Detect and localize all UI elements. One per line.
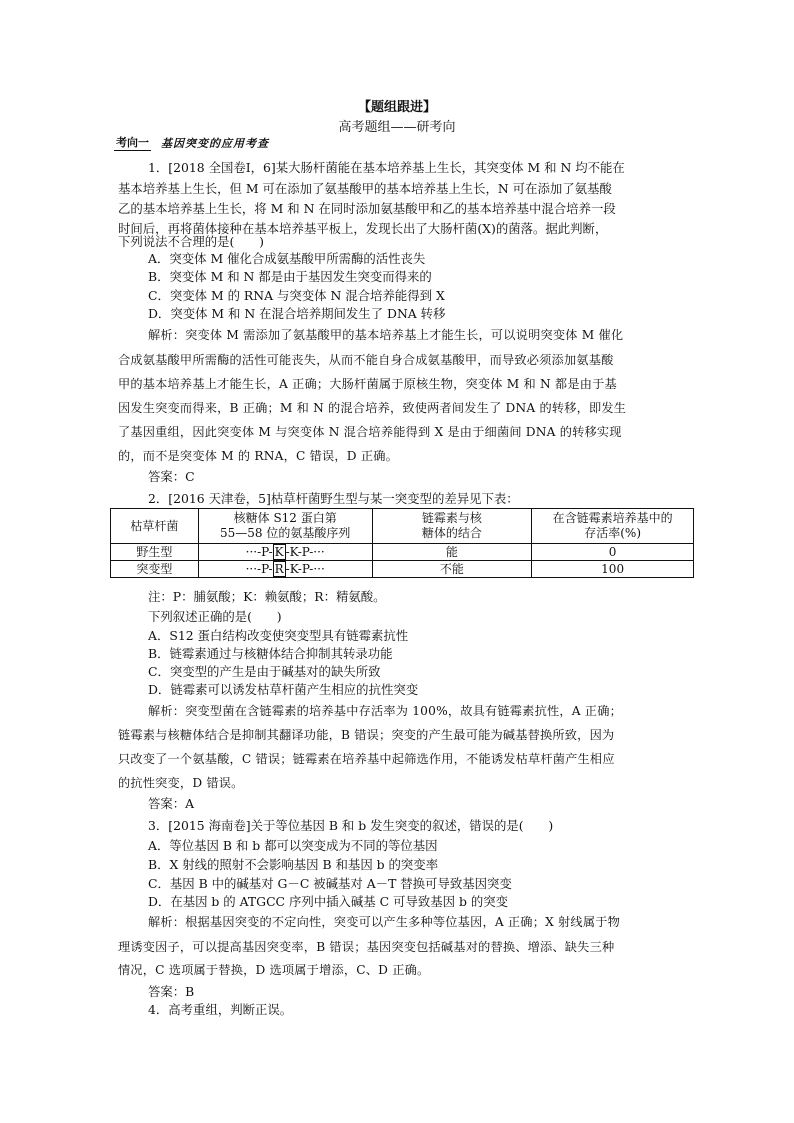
- q2-answer: 答案：A: [148, 796, 195, 811]
- q3-answer: 答案：B: [148, 984, 195, 999]
- q2-stem: 2．[2016 天津卷，5]枯草杆菌野生型与某一突变型的差异见下表：: [148, 491, 519, 506]
- mutation-table: [110, 508, 694, 578]
- q3-option-a: A．等位基因 B 和 b 都可以突变成为不同的等位基因: [148, 838, 438, 853]
- q2-analysis-line: 链霉素与核糖体结合是抑制其翻译功能，B 错误；突变的产生最可能为碱基替换所致，因为: [118, 728, 615, 742]
- q1-stem-line: 乙的基本培养基上生长，将 M 和 N 在同时添加氨基酸甲和乙的基本培养基中混合培养一段: [118, 201, 616, 216]
- topic-heading: [114, 134, 269, 151]
- table-header-cell: 枯草杆菌: [111, 509, 199, 544]
- q3-option-b: B．X 射线的照射不会影响基因 B 和基因 b 的突变率: [148, 857, 439, 872]
- q3-stem: 3．[2015 海南卷]关于等位基因 B 和 b 发生突变的叙述，错误的是( ): [148, 818, 554, 833]
- q1-option-b: B．突变体 M 和 N 都是由于基因发生突变而得来的: [148, 269, 432, 284]
- table-cell: 100: [532, 561, 694, 578]
- table-header-cell: 链霉素与核 糖体的结合: [372, 509, 532, 544]
- q2-analysis-line: 的抗性突变，D 错误。: [118, 776, 244, 790]
- q3-option-d: D．在基因 b 的 ATGCC 序列中插入碱基 C 可导致基因 b 的突变: [148, 894, 508, 909]
- table-cell: 突变型: [111, 561, 199, 578]
- q2-option-b: B．链霉素通过与核糖体结合抑制其转录功能: [148, 646, 393, 661]
- table-cell: 0: [532, 544, 694, 561]
- topic-name: 基因突变的应用考查: [161, 136, 269, 150]
- q1-analysis-line: 因发生突变而得来，B 正确；M 和 N 的混合培养，致使两者间发生了 DNA 的转移，即发生: [118, 401, 627, 415]
- table-cell: ···-P- K -K-P-···: [198, 544, 372, 561]
- q1-option-c: C．突变体 M 的 RNA 与突变体 N 混合培养能得到 X: [148, 288, 445, 303]
- table-header-cell: 核糖体 S12 蛋白第 55—58 位的氨基酸序列: [198, 509, 372, 544]
- topic-tag: 考向一: [116, 136, 149, 149]
- q1-option-d: D．突变体 M 和 N 在混合培养期间发生了 DNA 转移: [148, 306, 446, 321]
- table-cell: 野生型: [111, 544, 199, 561]
- q1-stem-line: 1．[2018 全国卷Ⅰ，6]某大肠杆菌能在基本培养基上生长，其突变体 M 和 N 均不能在: [148, 160, 625, 175]
- q3-analysis-line: 理诱变因子，可以提高基因突变率，B 错误；基因突变包括碱基对的替换、增添、缺失三种: [118, 940, 615, 954]
- q2-question: 下列叙述正确的是( ): [148, 609, 282, 624]
- q1-answer: 答案：C: [148, 469, 195, 484]
- q2-option-a: A．S12 蛋白结构改变使突变型具有链霉素抗性: [148, 628, 409, 643]
- q4-stem: 4．高考重组，判断正误。: [148, 1002, 293, 1017]
- section-title: 【题组跟进】: [357, 100, 436, 115]
- q3-analysis-line: 情况，C 选项属于替换，D 选项属于增添，C、D 正确。: [118, 963, 430, 977]
- q2-option-c: C．突变型的产生是由于碱基对的缺失所致: [148, 664, 381, 679]
- q1-analysis-line: 了基因重组，因此突变体 M 与突变体 N 混合培养能得到 X 是由于细菌间 DNA 的转移实现: [118, 425, 622, 439]
- q1-stem-line: 基本培养基上生长，但 M 可在添加了氨基酸甲的基本培养基上生长，N 可在添加了氨基酸: [118, 181, 612, 196]
- q2-analysis-line: 只改变了一个氨基酸，C 错误；链霉素在培养基中起筛选作用，不能诱发枯草杆菌产生相应: [118, 752, 615, 766]
- table-cell: 能: [372, 544, 532, 561]
- q1-stem-line: 时间后，再将菌体接种在基本培养基平板上，发现长出了大肠杆菌(X)的菌落。据此判断，: [118, 221, 608, 236]
- q1-analysis-line: 的，而不是突变体 M 的 RNA，C 错误，D 正确。: [118, 449, 398, 463]
- section-subtitle: 高考题组——研考向: [338, 120, 456, 135]
- q3-option-c: C．基因 B 中的碱基对 G－C 被碱基对 A－T 替换可导致基因突变: [148, 876, 512, 891]
- q2-option-d: D．链霉素可以诱发枯草杆菌产生相应的抗性突变: [148, 682, 419, 697]
- table-row: [111, 561, 694, 578]
- q1-stem-line: 下列说法不合理的是( ): [118, 234, 264, 249]
- table-cell: ···-P- R -K-P-···: [198, 561, 372, 578]
- table-cell: 不能: [372, 561, 532, 578]
- q2-note: 注：P：脯氨酸；K：赖氨酸；R：精氨酸。: [148, 589, 386, 604]
- q1-analysis-line: 解析：突变体 M 需添加了氨基酸甲的基本培养基上才能生长，可以说明突变体 M 催化: [148, 328, 624, 342]
- q1-analysis-line: 合成氨基酸甲所需酶的活性可能丧失，从而不能自身合成氨基酸甲，而导致必须添加氨基酸: [118, 353, 614, 367]
- q1-option-a: A．突变体 M 催化合成氨基酸甲所需酶的活性丧失: [148, 251, 426, 266]
- q3-analysis-line: 解析：根据基因突变的不定向性，突变可以产生多种等位基因，A 正确；X 射线属于物: [148, 915, 620, 929]
- table-row: [111, 544, 694, 561]
- table-header-cell: 在含链霉素培养基中的 存活率(%): [532, 509, 694, 544]
- q2-analysis-line: 解析：突变型菌在含链霉素的培养基中存活率为 100%，故具有链霉素抗性，A 正确；: [148, 704, 622, 718]
- table-header-row: [111, 509, 694, 544]
- q1-analysis-line: 甲的基本培养基上才能生长，A 正确；大肠杆菌属于原核生物，突变体 M 和 N 都是由于基: [118, 377, 617, 391]
